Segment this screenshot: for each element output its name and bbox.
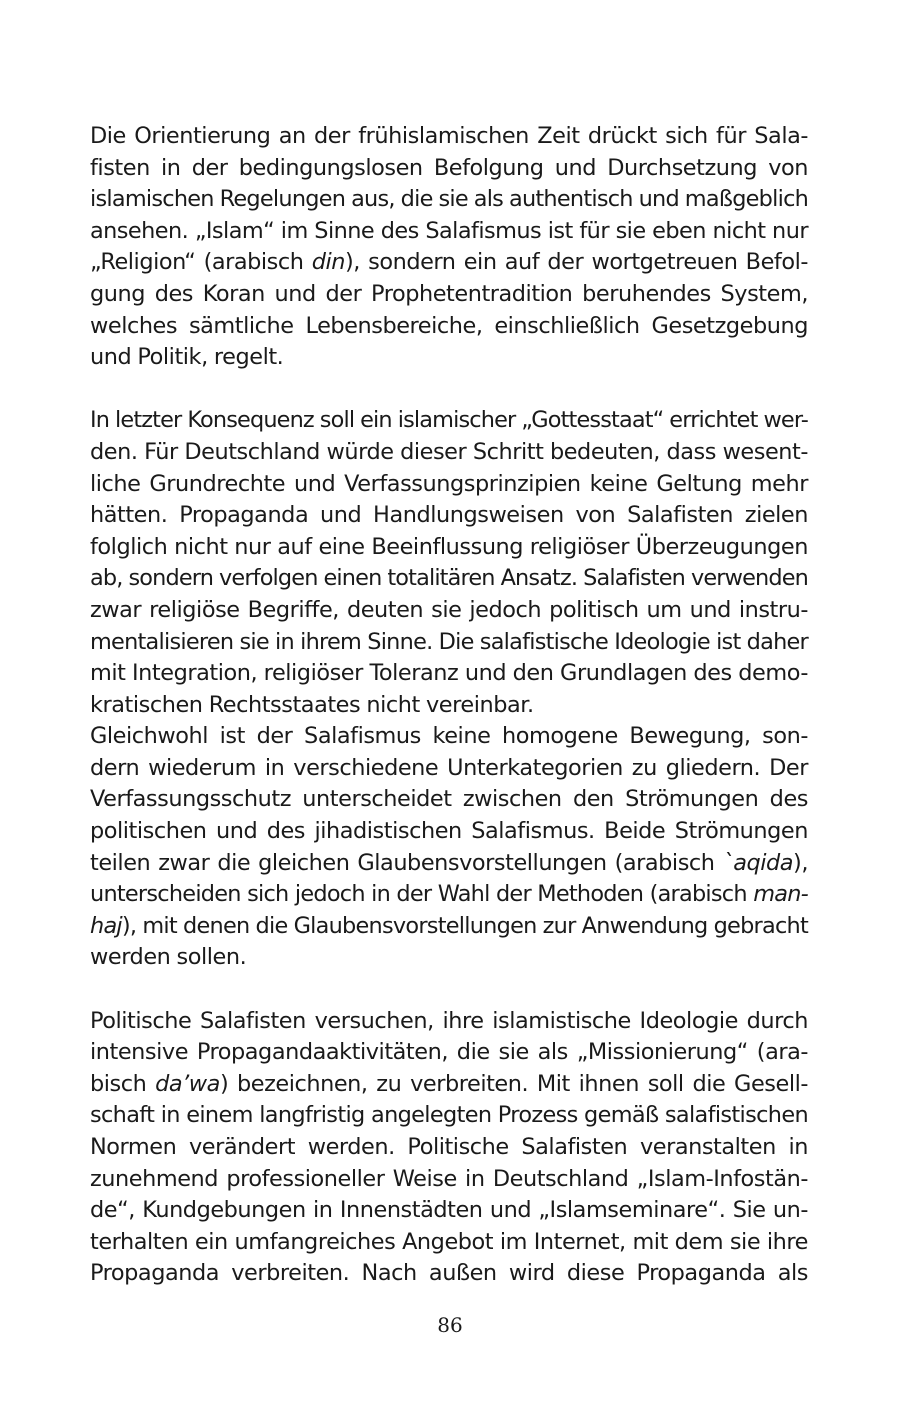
text-line <box>90 405 808 437</box>
text-line <box>90 1100 808 1132</box>
text-line <box>90 1227 808 1259</box>
text-line <box>90 500 808 532</box>
text-line <box>90 216 808 248</box>
text-run: Politische Salafisten versuchen, ihre islamistische Ideologie durch <box>90 1007 808 1034</box>
text-run: Propaganda verbreiten. Nach außen wird diese Propaganda als <box>90 1260 808 1287</box>
italic-term: da’wa <box>155 1070 220 1097</box>
text-line <box>90 469 808 501</box>
text-run: mentalisieren sie in ihrem Sinne. Die salafistische Ideologie ist daher <box>90 628 808 655</box>
text-run: ab, sondern verfolgen einen totalitären Ansatz. Salafisten verwenden <box>90 565 808 592</box>
text-run: gung des Koran und der Prophetentradition beruhendes System, <box>90 280 808 307</box>
text-line <box>90 1006 808 1038</box>
text-run: fisten in der bedingungslosen Befolgung und Durchsetzung von <box>90 154 808 181</box>
paragraph <box>90 405 808 721</box>
text-line <box>90 1258 808 1290</box>
text-run: Die Orientierung an der frühislamischen Zeit drückt sich für Sala- <box>90 123 808 149</box>
text-run: ) bezeichnen, zu verbreiten. Mit ihnen soll die Gesell- <box>219 1070 808 1097</box>
paragraph <box>90 721 808 974</box>
text-line <box>90 595 808 627</box>
text-run: und Politik, regelt. <box>90 344 284 371</box>
paragraph-gap <box>90 974 808 1006</box>
text-line <box>90 627 808 659</box>
text-run: ), mit denen die Glaubensvorstellungen zur Anwendung gebracht <box>121 912 808 939</box>
text-run: islamischen Regelungen aus, die sie als authentisch und maßgeblich <box>90 186 809 213</box>
italic-term: man- <box>753 881 808 908</box>
text-run: folglich nicht nur auf eine Beeinflussung religiöser Überzeugungen <box>90 533 808 560</box>
text-run: teilen zwar die gleichen Glaubensvorstellungen (arabisch <box>90 849 723 876</box>
text-line <box>90 690 808 722</box>
text-line <box>90 1164 808 1196</box>
text-run: de“, Kundgebungen in Innenstädten und „Islamseminare“. Sie un- <box>90 1197 808 1224</box>
text-run: ), <box>793 849 808 876</box>
text-run: werden sollen. <box>90 944 247 971</box>
text-line <box>90 879 808 911</box>
text-run: unterscheiden sich jedoch in der Wahl der Methoden (arabisch <box>90 881 754 908</box>
text-run: bisch <box>90 1070 156 1097</box>
text-line <box>90 816 808 848</box>
text-run: kratischen Rechtsstaates nicht vereinbar. <box>90 691 534 718</box>
text-line <box>90 121 808 153</box>
text-run: hätten. Propaganda und Handlungsweisen von Salafisten zielen <box>90 502 808 529</box>
text-run: Verfassungsschutz unterscheidet zwischen den Strömungen des <box>90 786 808 813</box>
text-line <box>90 311 808 343</box>
text-body <box>90 121 808 1290</box>
text-line <box>90 247 808 279</box>
text-line <box>90 184 808 216</box>
text-line <box>90 753 808 785</box>
text-run: politischen und des jihadistischen Salafismus. Beide Strömungen <box>90 818 808 845</box>
text-run: den. Für Deutschland würde dieser Schritt bedeuten, dass wesent- <box>90 438 808 465</box>
text-run: ansehen. „Islam“ im Sinne des Salafismus ist für sie eben nicht nur <box>90 217 808 244</box>
paragraph <box>90 121 808 374</box>
text-run: terhalten ein umfangreiches Angebot im Internet, mit dem sie ihre <box>90 1228 808 1255</box>
text-line <box>90 153 808 185</box>
text-line <box>90 1069 808 1101</box>
text-run: mit Integration, religiöser Toleranz und den Grundlagen des demo- <box>90 660 808 687</box>
text-line <box>90 279 808 311</box>
italic-term: haj <box>90 912 122 939</box>
text-line <box>90 848 808 880</box>
text-line <box>90 942 808 974</box>
text-run: ), sondern ein auf der wortgetreuen Befol- <box>344 249 808 276</box>
paragraph <box>90 1006 808 1290</box>
text-line <box>90 342 808 374</box>
italic-term: din <box>311 249 345 276</box>
text-run: intensive Propagandaaktivitäten, die sie als „Missionierung“ (ara- <box>90 1039 808 1066</box>
text-run: „Religion“ (arabisch <box>90 249 312 276</box>
text-line <box>90 658 808 690</box>
text-run: Gleichwohl ist der Salafismus keine homogene Bewegung, son- <box>90 723 808 750</box>
text-run: Normen verändert werden. Politische Salafisten veranstalten in <box>90 1134 808 1160</box>
text-run: zunehmend professioneller Weise in Deutschland „Islam-Infostän- <box>90 1165 808 1192</box>
text-run: dern wiederum in verschiedene Unterkategorien zu gliedern. Der <box>90 754 808 781</box>
text-run: welches sämtliche Lebensbereiche, einschließlich Gesetzgebung <box>90 312 808 339</box>
text-run: schaft in einem langfristig angelegten Prozess gemäß salafistischen <box>90 1102 808 1129</box>
italic-term: `aqida <box>722 849 794 876</box>
text-line <box>90 1132 808 1164</box>
text-line <box>90 1195 808 1227</box>
text-line <box>90 784 808 816</box>
paragraph-gap <box>90 374 808 406</box>
text-run: liche Grundrechte und Verfassungsprinzipien keine Geltung mehr <box>90 470 808 497</box>
text-line <box>90 437 808 469</box>
text-line <box>90 563 808 595</box>
text-line <box>90 1037 808 1069</box>
page-number: 86 <box>437 1313 463 1337</box>
text-run: zwar religiöse Begriffe, deuten sie jedoch politisch um und instru- <box>90 596 808 623</box>
text-line <box>90 532 808 564</box>
text-line <box>90 721 808 753</box>
text-run: In letzter Konsequenz soll ein islamischer „Gottesstaat“ errichtet wer- <box>90 407 808 434</box>
text-line <box>90 911 808 943</box>
